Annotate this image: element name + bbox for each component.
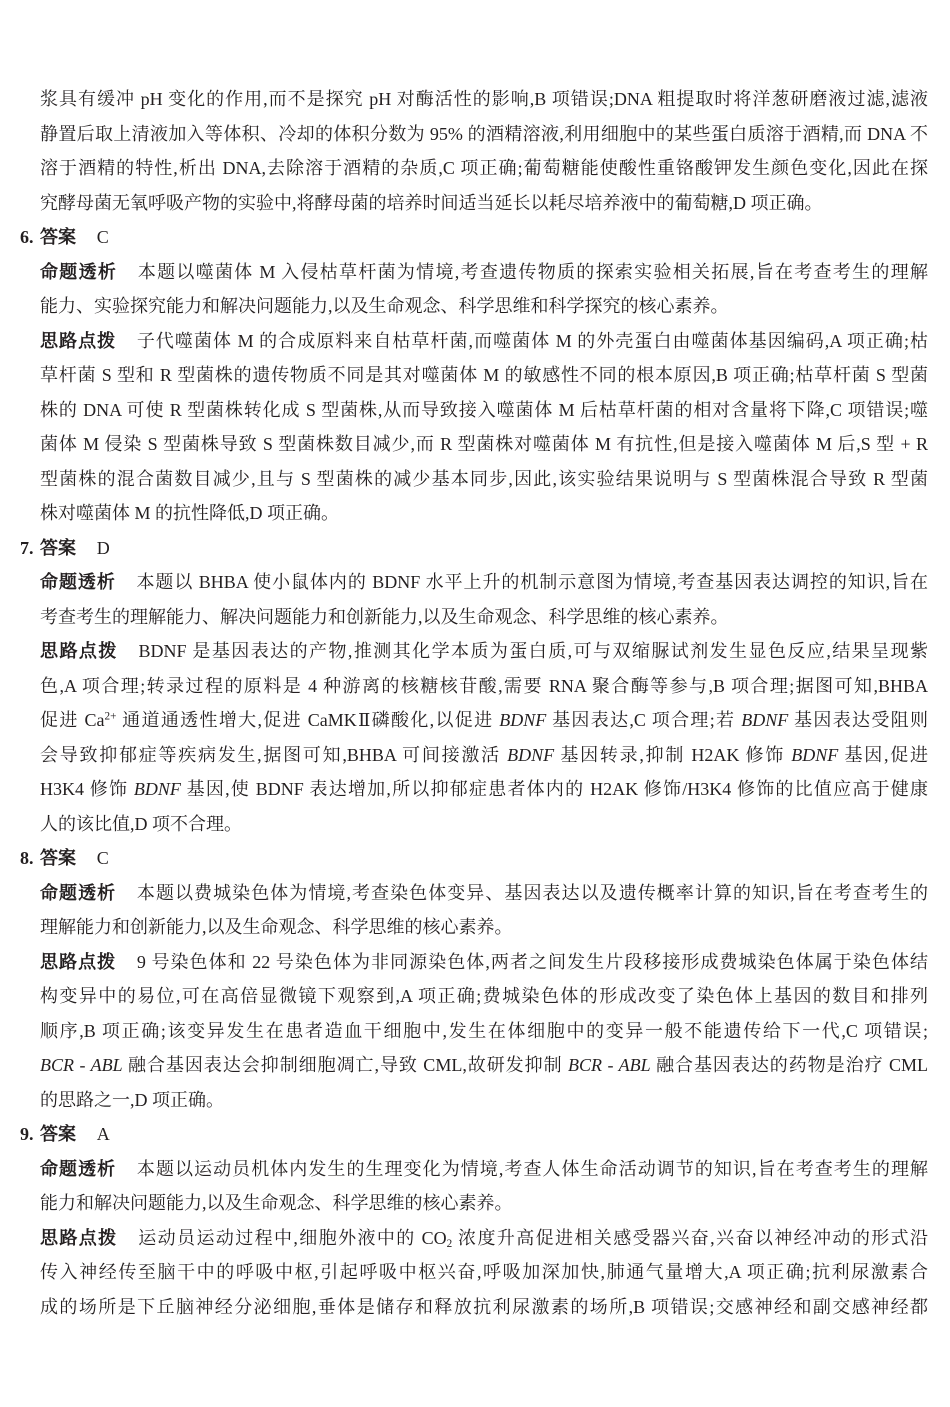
line-content xyxy=(40,1055,928,1075)
question-number: 9. xyxy=(20,1124,34,1144)
text-run: 理解能力和创新能力,以及生命观念、科学思维的核心素养。 xyxy=(40,917,513,937)
answer-value: D xyxy=(96,537,110,558)
analysis-section xyxy=(40,1221,928,1325)
line-content xyxy=(40,676,928,696)
question-list xyxy=(20,220,929,1324)
section-label: 命题透析 xyxy=(40,261,118,283)
answer-header xyxy=(20,841,928,876)
question-block xyxy=(20,220,929,531)
text-line xyxy=(40,565,928,600)
section-label: 思路点拨 xyxy=(40,330,117,352)
text-run: 9 号染色体和 22 号染色体为非同源染色体,两者之间发生片段移接形成费城染色体属于染色体结 xyxy=(136,951,928,972)
line-content xyxy=(40,193,823,213)
line-content xyxy=(40,745,928,765)
text-line xyxy=(40,186,928,221)
text-run: 本题以运动员机体内发生的生理变化为情境,考查人体生命活动调节的知识,旨在考查考生的理解 xyxy=(136,1158,928,1179)
text-run: 浓度升高促进相关感受器兴奋,兴奋以神经冲动的形式沿 xyxy=(452,1227,928,1248)
line-content xyxy=(40,814,242,834)
question-block xyxy=(20,841,929,1117)
text-run: 人的该比值,D 项不合理。 xyxy=(40,813,242,834)
text-line xyxy=(40,496,928,531)
line-content xyxy=(40,124,928,144)
line-content xyxy=(40,296,729,316)
text-run: 色,A 项合理;转录过程的原料是 4 种游离的核糖核苷酸,需要 RNA 聚合酶等参与,B 项合理;据图可知,BHBA xyxy=(40,675,928,696)
line-content xyxy=(40,779,928,799)
text-run: 基因表达受阻则 xyxy=(788,710,929,730)
italic-term: BDNF xyxy=(791,744,839,765)
italic-term: BDNF xyxy=(507,744,555,765)
line-content xyxy=(40,158,928,178)
question-number: 8. xyxy=(20,848,34,868)
text-run: 基因,促进 xyxy=(838,744,929,765)
text-line xyxy=(40,289,928,324)
text-line xyxy=(40,427,928,462)
text-run: 顺序,B 项正确;该变异发生在患者造血干细胞中,发生在体细胞中的变异一般不能遗传给下一代,C 项错误; xyxy=(40,1020,928,1041)
question-number: 7. xyxy=(20,537,34,558)
answer-label: 答案 xyxy=(40,1124,76,1145)
answer-value: C xyxy=(96,848,109,868)
answer-label: 答案 xyxy=(40,537,76,559)
text-run: 菌体 M 侵染 S 型菌株导致 S 型菌株数目减少,而 R 型菌株对噬菌体 M 有抗性,但是接入噬菌体 M 后,S 型 + R xyxy=(40,434,928,454)
text-line xyxy=(40,979,928,1014)
text-run: 的思路之一,D 项正确。 xyxy=(40,1089,224,1110)
line-content xyxy=(40,952,928,972)
italic-term: BCR - ABL xyxy=(568,1055,651,1075)
text-line xyxy=(40,876,928,911)
text-run: 本题以噬菌体 M 入侵枯草杆菌为情境,考查遗传物质的探索实验相关拓展,旨在考查考生的理解 xyxy=(137,261,928,282)
italic-term: BDNF xyxy=(133,779,181,799)
section-label: 思路点拨 xyxy=(40,641,118,662)
line-content xyxy=(40,1228,928,1248)
line-content xyxy=(40,883,928,903)
continued-paragraph xyxy=(40,82,928,220)
text-line xyxy=(40,1186,928,1221)
answer-value: C xyxy=(96,227,109,247)
superscript: 2+ xyxy=(104,710,117,723)
text-line xyxy=(40,634,928,669)
line-content xyxy=(40,641,928,661)
line-content xyxy=(40,331,928,351)
text-line xyxy=(40,1221,928,1256)
line-content xyxy=(40,1193,513,1213)
text-line xyxy=(40,255,928,290)
text-line xyxy=(40,1048,928,1083)
text-run: 基因表达,C 项合理;若 xyxy=(546,710,742,730)
italic-term: BDNF xyxy=(499,710,547,730)
analysis-section xyxy=(40,634,928,841)
text-line xyxy=(40,669,928,704)
text-line xyxy=(40,462,928,497)
line-content xyxy=(40,365,928,385)
text-run: 株对噬菌体 M 的抗性降低,D 项正确。 xyxy=(40,503,340,523)
line-content xyxy=(40,710,928,730)
text-run: 静置后取上清液加入等体积、冷却的体积分数为 95% 的酒精溶液,利用细胞中的某些蛋白质溶于酒精,而 DNA 不 xyxy=(40,123,928,144)
line-content xyxy=(40,400,928,420)
text-line xyxy=(40,738,928,773)
analysis-section xyxy=(40,324,928,531)
text-run: BDNF 是基因表达的产物,推测其化学本质为蛋白质,可与双缩脲试剂发生显色反应,结果呈现紫 xyxy=(138,641,929,661)
line-content xyxy=(40,503,339,523)
text-line xyxy=(40,1083,928,1118)
text-line xyxy=(40,910,928,945)
analysis-section xyxy=(40,255,928,324)
line-content xyxy=(40,607,729,627)
analysis-section xyxy=(40,1152,928,1221)
text-run: 传入神经传至脑干中的呼吸中枢,引起呼吸中枢兴奋,呼吸加深加快,肺通气量增大,A 项正确;抗利尿激素合 xyxy=(40,1262,928,1282)
text-line xyxy=(40,945,928,980)
answer-label: 答案 xyxy=(40,227,76,248)
text-run: H3K4 修饰 xyxy=(40,779,134,799)
text-line xyxy=(40,1152,928,1187)
text-line xyxy=(40,324,928,359)
section-label: 命题透析 xyxy=(40,572,116,593)
text-line xyxy=(40,393,928,428)
answer-header xyxy=(20,220,928,255)
text-run: 构变异中的易位,可在高倍显微镜下观察到,A 项正确;费城染色体的形成改变了染色体上基因的数目和排列 xyxy=(40,986,928,1006)
text-line xyxy=(40,82,928,117)
text-run: 考查考生的理解能力、解决问题能力和创新能力,以及生命观念、科学思维的核心素养。 xyxy=(40,606,729,627)
text-line xyxy=(40,358,928,393)
line-content xyxy=(40,572,928,592)
text-run: 浆具有缓冲 pH 变化的作用,而不是探究 pH 对酶活性的影响,B 项错误;DNA 粗提取时将洋葱研磨液过滤,滤液 xyxy=(40,89,928,109)
text-line xyxy=(40,772,928,807)
section-label: 命题透析 xyxy=(40,882,117,904)
line-content xyxy=(40,1262,928,1282)
text-line xyxy=(40,807,928,842)
text-run: 究酵母菌无氧呼吸产物的实验中,将酵母菌的培养时间适当延长以耗尽培养液中的葡萄糖,D 项正确。 xyxy=(40,192,823,213)
section-label: 思路点拨 xyxy=(40,1227,118,1249)
text-run: 通道通透性增大,促进 CaMKⅡ磷酸化,以促进 xyxy=(116,710,500,730)
line-content xyxy=(40,1297,928,1317)
italic-term: BDNF xyxy=(741,710,789,730)
text-run: 融合基因表达会抑制细胞凋亡,导致 CML,故研发抑制 xyxy=(122,1055,569,1075)
text-run: 株的 DNA 可使 R 型菌株转化成 S 型菌株,从而导致接入噬菌体 M 后枯草杆菌的相对含量将下降,C 项错误;噬 xyxy=(40,399,928,420)
answer-value: A xyxy=(96,1124,110,1144)
text-line xyxy=(40,703,928,738)
text-run: 能力、实验探究能力和解决问题能力,以及生命观念、科学思维和科学探究的核心素养。 xyxy=(40,296,729,316)
line-content xyxy=(40,434,928,454)
text-run: 运动员运动过程中,细胞外液中的 CO xyxy=(138,1227,447,1248)
line-content xyxy=(40,986,928,1006)
answer-header xyxy=(20,531,928,566)
line-content xyxy=(40,917,513,937)
text-line xyxy=(40,117,928,152)
text-line xyxy=(40,151,928,186)
analysis-section xyxy=(40,565,928,634)
text-run: 本题以 BHBA 使小鼠体内的 BDNF 水平上升的机制示意图为情境,考查基因表达调控的知识,旨在 xyxy=(136,572,929,592)
line-content xyxy=(40,1159,928,1179)
text-run: 成的场所是下丘脑神经分泌细胞,垂体是储存和释放抗利尿激素的场所,B 项错误;交感神经和副交感神经都 xyxy=(40,1296,928,1317)
line-content xyxy=(40,1021,928,1041)
italic-term: BCR - ABL xyxy=(40,1055,123,1075)
text-run: 会导致抑郁症等疾病发生,据图可知,BHBA 可间接激活 xyxy=(40,744,508,765)
text-run: 型菌株的混合菌数目减少,且与 S 型菌株的减少基本同步,因此,该实验结果说明与 S 型菌株混合导致 R 型菌 xyxy=(40,468,928,489)
text-run: 本题以费城染色体为情境,考查染色体变异、基因表达以及遗传概率计算的知识,旨在考查考生的 xyxy=(136,882,928,903)
answer-header xyxy=(20,1117,928,1152)
section-label: 思路点拨 xyxy=(40,951,117,973)
section-label: 命题透析 xyxy=(40,1158,117,1180)
text-run: 草杆菌 S 型和 R 型菌株的遗传物质不同是其对噬菌体 M 的敏感性不同的根本原因,B 项正确;枯草杆菌 S 型菌 xyxy=(40,365,928,385)
text-run: 促进 Ca xyxy=(40,710,105,730)
line-content xyxy=(40,469,928,489)
text-run: 基因,使 BDNF 表达增加,所以抑郁症患者体内的 H2AK 修饰/H3K4 修饰的比值应高于健康 xyxy=(180,779,928,799)
line-content xyxy=(40,89,928,109)
text-run: 子代噬菌体 M 的合成原料来自枯草杆菌,而噬菌体 M 的外壳蛋白由噬菌体基因编码,A 项正确;枯 xyxy=(136,330,929,351)
text-line xyxy=(40,1255,928,1290)
text-run: 基因转录,抑制 H2AK 修饰 xyxy=(554,744,792,765)
answer-label: 答案 xyxy=(40,848,76,869)
line-content xyxy=(40,262,928,282)
text-run: 融合基因表达的药物是治疗 CML xyxy=(650,1055,929,1075)
question-block xyxy=(20,1117,928,1324)
analysis-section xyxy=(40,945,928,1118)
text-line xyxy=(40,600,928,635)
text-line xyxy=(40,1290,928,1325)
question-number: 6. xyxy=(20,227,34,247)
text-line xyxy=(40,1014,928,1049)
question-block xyxy=(20,531,929,842)
analysis-section xyxy=(40,876,928,945)
text-run: 溶于酒精的特性,析出 DNA,去除溶于酒精的杂质,C 项正确;葡萄糖能使酸性重铬酸钾发生颜色变化,因此在探 xyxy=(40,158,928,178)
line-content xyxy=(40,1090,224,1110)
answer-key-page xyxy=(20,82,929,1324)
text-run: 能力和解决问题能力,以及生命观念、科学思维的核心素养。 xyxy=(40,1193,513,1213)
subscript: 2 xyxy=(446,1237,453,1250)
